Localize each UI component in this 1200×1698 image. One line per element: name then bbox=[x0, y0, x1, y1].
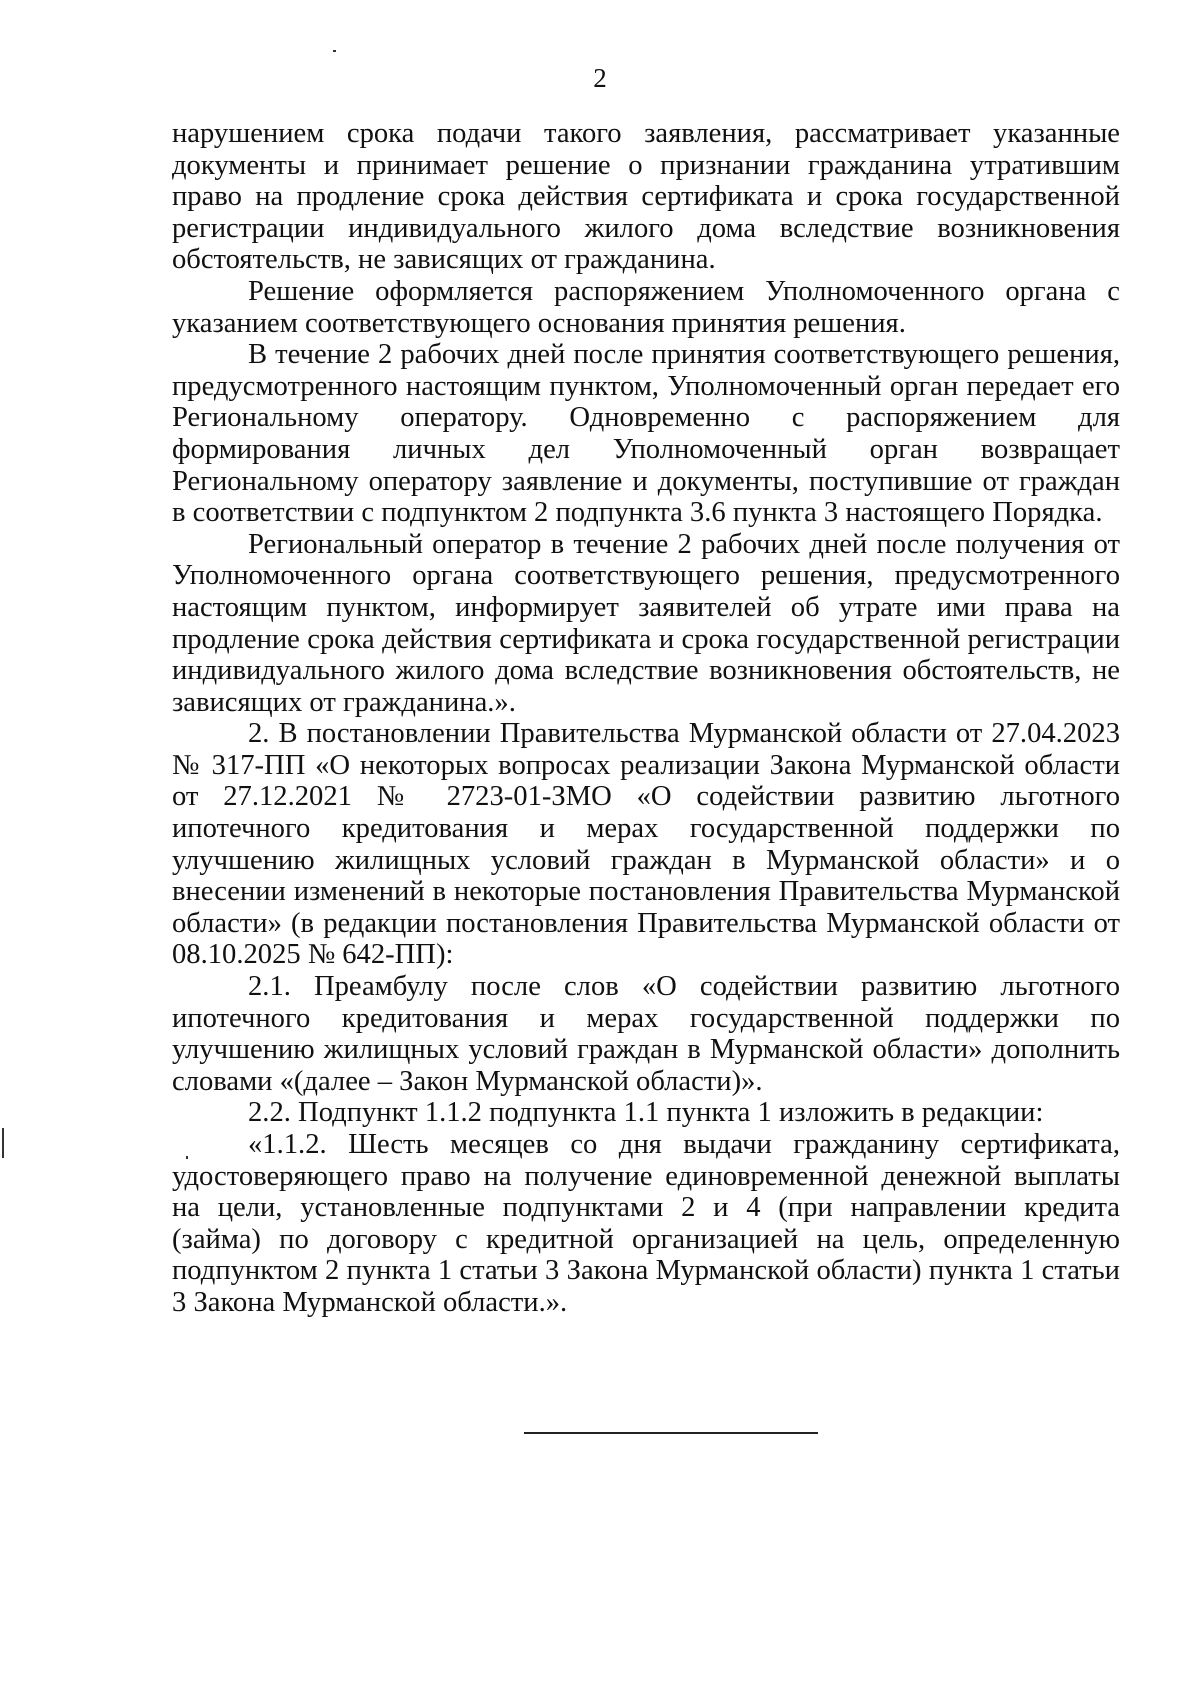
paragraph-item-2-1: 2.1. Преамбулу после слов «О содействии развитию льготного ипотечного кредитования и мерах государственной поддержки по улучшению жилищных условий граждан в Мурманской области» дополнить словами «(далее – Закон Мурманской области)». bbox=[172, 971, 1120, 1097]
paragraph-item-2: 2. В постановлении Правительства Мурманской области от 27.04.2023 № 317-ПП «О некоторых вопросах реализации Закона Мурманской области от 27.12.2021 № 2723-01-ЗМО «О содействии развитию льготного ипотечного кредитования и мерах государственной поддержки по улучшению жилищных условий граждан в Мурманской области» и о внесении изменений в некоторые постановления Правительства Мурманской области» (в редакции постановления Правительства Мурманской области от 08.10.2025 № 642-ПП): bbox=[172, 718, 1120, 971]
paragraph-item-2-2: 2.2. Подпункт 1.1.2 подпункта 1.1 пункта 1 изложить в редакции: bbox=[248, 1097, 1044, 1129]
paragraph-transfer: В течение 2 рабочих дней после принятия соответствующего решения, предусмотренного настоящим пунктом, Уполномоченный орган передает его Региональному оператору. Одновременно с распоряжением для формирования личных дел Уполномоченный орган возвращает Региональному оператору заявление и документы, поступившие от граждан в соответствии с подпунктом 2 подпункта 3.6 пункта 3 настоящего Порядка. bbox=[172, 339, 1120, 529]
document-body bbox=[172, 118, 1120, 1319]
page-number: 2 bbox=[593, 63, 607, 93]
closing-rule bbox=[524, 1432, 818, 1434]
scan-speck bbox=[186, 1156, 188, 1159]
paragraph-continuation: нарушением срока подачи такого заявления, рассматривает указанные документы и принимает решение о признании гражданина утратившим право на продление срока действия сертификата и срока государственной регистрации индивидуального жилого дома вследствие возникновения обстоятельств, не зависящих от гражданина. bbox=[172, 118, 1120, 276]
paragraph-decision: Решение оформляется распоряжением Уполномоченного органа с указанием соответствующего основания принятия решения. bbox=[172, 275, 1120, 339]
scan-speck bbox=[333, 50, 336, 52]
paragraph-item-1-1-2: «1.1.2. Шесть месяцев со дня выдачи гражданину сертификата, удостоверяющего право на получение единовременной денежной выплаты на цели, установленные подпунктами 2 и 4 (при направлении кредита (займа) по договору с кредитной организацией на цель, определенную подпунктом 2 пункта 1 статьи 3 Закона Мурманской области) пункта 1 статьи 3 Закона Мурманской области.». bbox=[172, 1129, 1120, 1318]
scan-speck bbox=[2, 1128, 4, 1158]
paragraph-regional-operator: Региональный оператор в течение 2 рабочих дней после получения от Уполномоченного органа соответствующего решения, предусмотренного настоящим пунктом, информирует заявителей об утрате ими права на продление срока действия сертификата и срока государственной регистрации индивидуального жилого дома вследствие возникновения обстоятельств, не зависящих от гражданина.». bbox=[172, 528, 1120, 718]
